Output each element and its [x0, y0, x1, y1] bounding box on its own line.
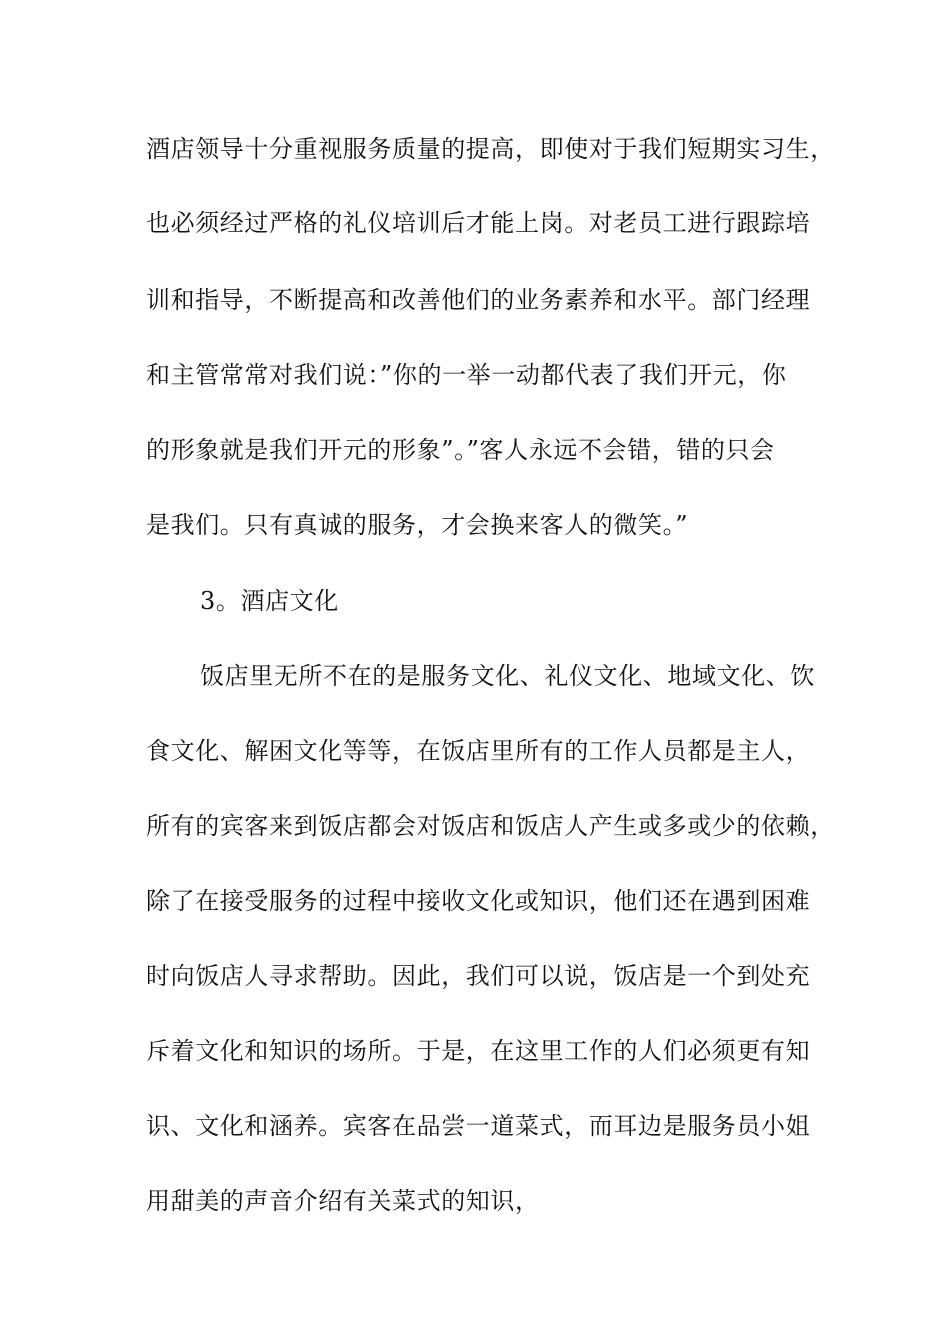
text-line: 是我们。只有真诚的服务，才会换来客人的微笑。”: [146, 511, 689, 539]
text-line: 也必须经过严格的礼仪培训后才能上岗。对老员工进行跟踪培: [146, 209, 811, 237]
paragraph-line: 识、文化和涵养。宾客在品尝一道菜式，而耳边是服务员小姐: [146, 1112, 811, 1140]
section-heading: 3。酒店文化: [200, 587, 339, 615]
paragraph-line: 食文化、解困文化等等，在饭店里所有的工作人员都是主人，: [146, 737, 811, 765]
paragraph-line: 时向饭店人寻求帮助。因此，我们可以说，饭店是一个到处充: [146, 962, 811, 990]
text-line: 和主管常常对我们说：”你的一举一动都代表了我们开元，你: [146, 361, 787, 389]
paragraph-line: 斥着文化和知识的场所。于是，在这里工作的人们必须更有知: [146, 1037, 811, 1065]
paragraph-line: 除了在接受服务的过程中接收文化或知识，他们还在遇到困难: [146, 887, 811, 915]
text-line: 的形象就是我们开元的形象”。”客人永远不会错，错的只会: [146, 436, 775, 464]
text-line: 酒店领导十分重视服务质量的提高，即使对于我们短期实习生，: [146, 135, 835, 163]
paragraph-line: 用甜美的声音介绍有关菜式的知识，: [146, 1187, 540, 1215]
text-line: 训和指导，不断提高和改善他们的业务素养和水平。部门经理: [146, 286, 811, 314]
paragraph-line: 所有的宾客来到饭店都会对饭店和饭店人产生或多或少的依赖，: [146, 812, 835, 840]
paragraph-line: 饭店里无所不在的是服务文化、礼仪文化、地域文化、饮: [200, 662, 815, 690]
